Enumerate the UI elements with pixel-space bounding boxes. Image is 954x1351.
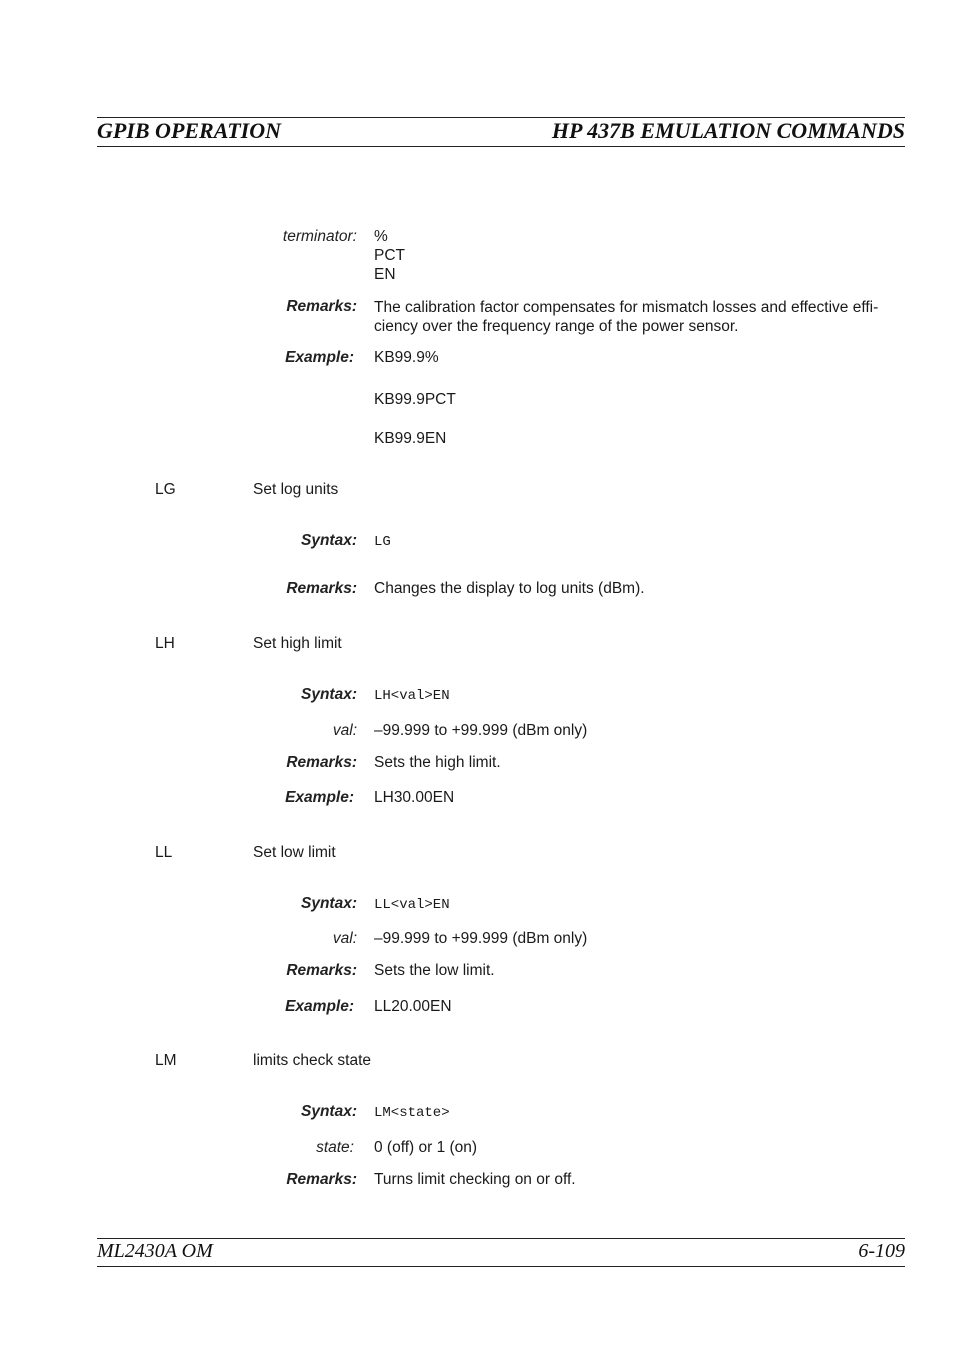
lg-syntax: LG bbox=[374, 534, 391, 550]
terminator-label: terminator: bbox=[282, 228, 357, 245]
lh-example-label: Example: bbox=[285, 789, 354, 806]
ll-remarks: Sets the low limit. bbox=[374, 962, 495, 979]
lh-command-code: LH bbox=[155, 635, 175, 652]
kb-remarks-text: The calibration factor compensates for mismatch losses and effective effi-ciency over the frequency range of the power sensor. bbox=[374, 299, 879, 335]
kb-example-1: KB99.9% bbox=[374, 349, 439, 366]
lh-syntax-label: Syntax: bbox=[301, 686, 357, 703]
ll-syntax-label: Syntax: bbox=[301, 895, 357, 912]
lh-syntax: LH<val>EN bbox=[374, 688, 450, 704]
lg-remarks: Changes the display to log units (dBm). bbox=[374, 580, 645, 597]
lm-remarks-label: Remarks: bbox=[286, 1171, 357, 1188]
lm-syntax-label: Syntax: bbox=[301, 1103, 357, 1120]
terminator-value-3: EN bbox=[374, 266, 396, 283]
lm-state-label: state: bbox=[316, 1139, 354, 1156]
lh-command-title: Set high limit bbox=[253, 635, 342, 652]
ll-val-label: val: bbox=[332, 930, 357, 947]
lg-command-code: LG bbox=[155, 481, 176, 498]
lh-val: –99.999 to +99.999 (dBm only) bbox=[374, 722, 588, 739]
header-chapter-title: HP 437B EMULATION COMMANDS bbox=[551, 118, 905, 143]
ll-val: –99.999 to +99.999 (dBm only) bbox=[374, 930, 588, 947]
terminator-value-1: % bbox=[374, 228, 388, 245]
footer-page-number: 6-109 bbox=[858, 1240, 905, 1262]
lh-remarks-label: Remarks: bbox=[286, 754, 357, 771]
terminator-value-2: PCT bbox=[374, 247, 405, 264]
lm-state: 0 (off) or 1 (on) bbox=[374, 1139, 478, 1156]
lg-command-title: Set log units bbox=[253, 481, 339, 498]
lh-remarks: Sets the high limit. bbox=[374, 754, 501, 771]
lh-val-label: val: bbox=[332, 722, 357, 739]
ll-command-title: Set low limit bbox=[253, 844, 336, 861]
ll-syntax: LL<val>EN bbox=[374, 897, 450, 913]
lm-command-title: limits check state bbox=[253, 1052, 372, 1069]
kb-example-3: KB99.9EN bbox=[374, 430, 447, 447]
lg-syntax-label: Syntax: bbox=[301, 532, 357, 549]
lh-example: LH30.00EN bbox=[374, 789, 455, 806]
footer-top-rule bbox=[97, 1238, 905, 1239]
lm-command-code: LM bbox=[155, 1052, 177, 1069]
header-bottom-rule bbox=[97, 146, 905, 147]
ll-example-label: Example: bbox=[285, 998, 354, 1015]
lm-remarks: Turns limit checking on or off. bbox=[374, 1171, 576, 1188]
ll-remarks-label: Remarks: bbox=[286, 962, 357, 979]
lg-remarks-label: Remarks: bbox=[286, 580, 357, 597]
header-section-title: GPIB OPERATION bbox=[97, 118, 281, 143]
lm-syntax: LM<state> bbox=[374, 1105, 450, 1121]
kb-remarks-label: Remarks: bbox=[286, 298, 357, 315]
kb-example-2: KB99.9PCT bbox=[374, 391, 456, 408]
kb-example-label: Example: bbox=[285, 349, 354, 366]
footer-manual-name: ML2430A OM bbox=[97, 1240, 213, 1262]
ll-command-code: LL bbox=[155, 844, 173, 861]
footer-bottom-rule bbox=[97, 1266, 905, 1267]
ll-example: LL20.00EN bbox=[374, 998, 452, 1015]
